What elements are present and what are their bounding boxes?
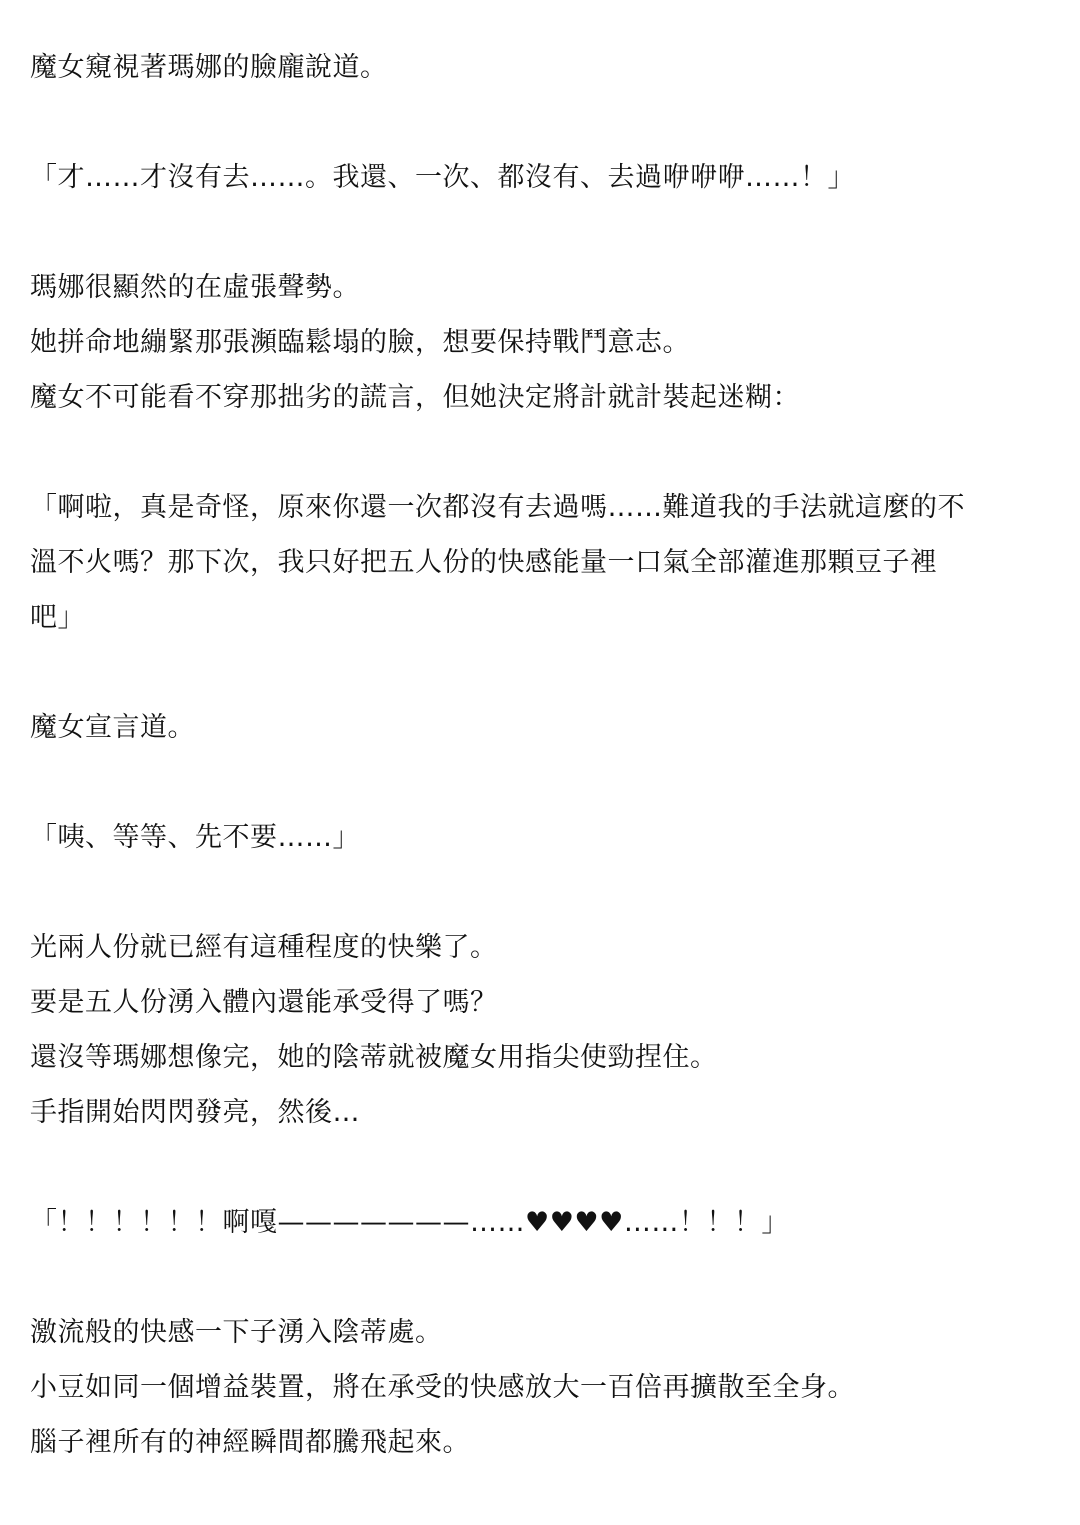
text-line: 魔女窺視著瑪娜的臉龐說道。	[30, 52, 388, 83]
text-line: 光兩人份就已經有這種程度的快樂了。	[30, 932, 498, 963]
text-line: 「！！！！！！啊嘎———————……♥♥♥♥……！！！」	[30, 1207, 789, 1238]
text-line: 魔女宣言道。	[30, 712, 195, 743]
text-line: 小豆如同一個增益裝置，將在承受的快感放大一百倍再擴散至全身。	[30, 1372, 855, 1403]
text-line: 「咦、等等、先不要……」	[30, 822, 360, 853]
text-line: 激流般的快感一下子湧入陰蒂處。	[30, 1317, 443, 1348]
text-line: 「啊啦，真是奇怪，原來你還一次都沒有去過嗎……難道我的手法就這麼的不	[30, 492, 965, 523]
text-line: 她拼命地繃緊那張瀕臨鬆塌的臉，想要保持戰鬥意志。	[30, 327, 690, 358]
text-line: 瑪娜很顯然的在虛張聲勢。	[30, 272, 360, 303]
text-line: 魔女不可能看不穿那拙劣的謊言，但她決定將計就計裝起迷糊：	[30, 382, 800, 413]
text-line: 「才……才沒有去……。我還、一次、都沒有、去過咿咿咿……！」	[30, 162, 855, 193]
text-line: 要是五人份湧入體內還能承受得了嗎？	[30, 987, 498, 1018]
text-line: 腦子裡所有的神經瞬間都騰飛起來。	[30, 1427, 470, 1458]
text-line: 吧」	[30, 602, 85, 633]
text-line: 手指開始閃閃發亮，然後…	[30, 1097, 360, 1128]
text-line: 還沒等瑪娜想像完，她的陰蒂就被魔女用指尖使勁捏住。	[30, 1042, 718, 1073]
text-line: 溫不火嗎？那下次，我只好把五人份的快感能量一口氣全部灌進那顆豆子裡	[30, 547, 938, 578]
